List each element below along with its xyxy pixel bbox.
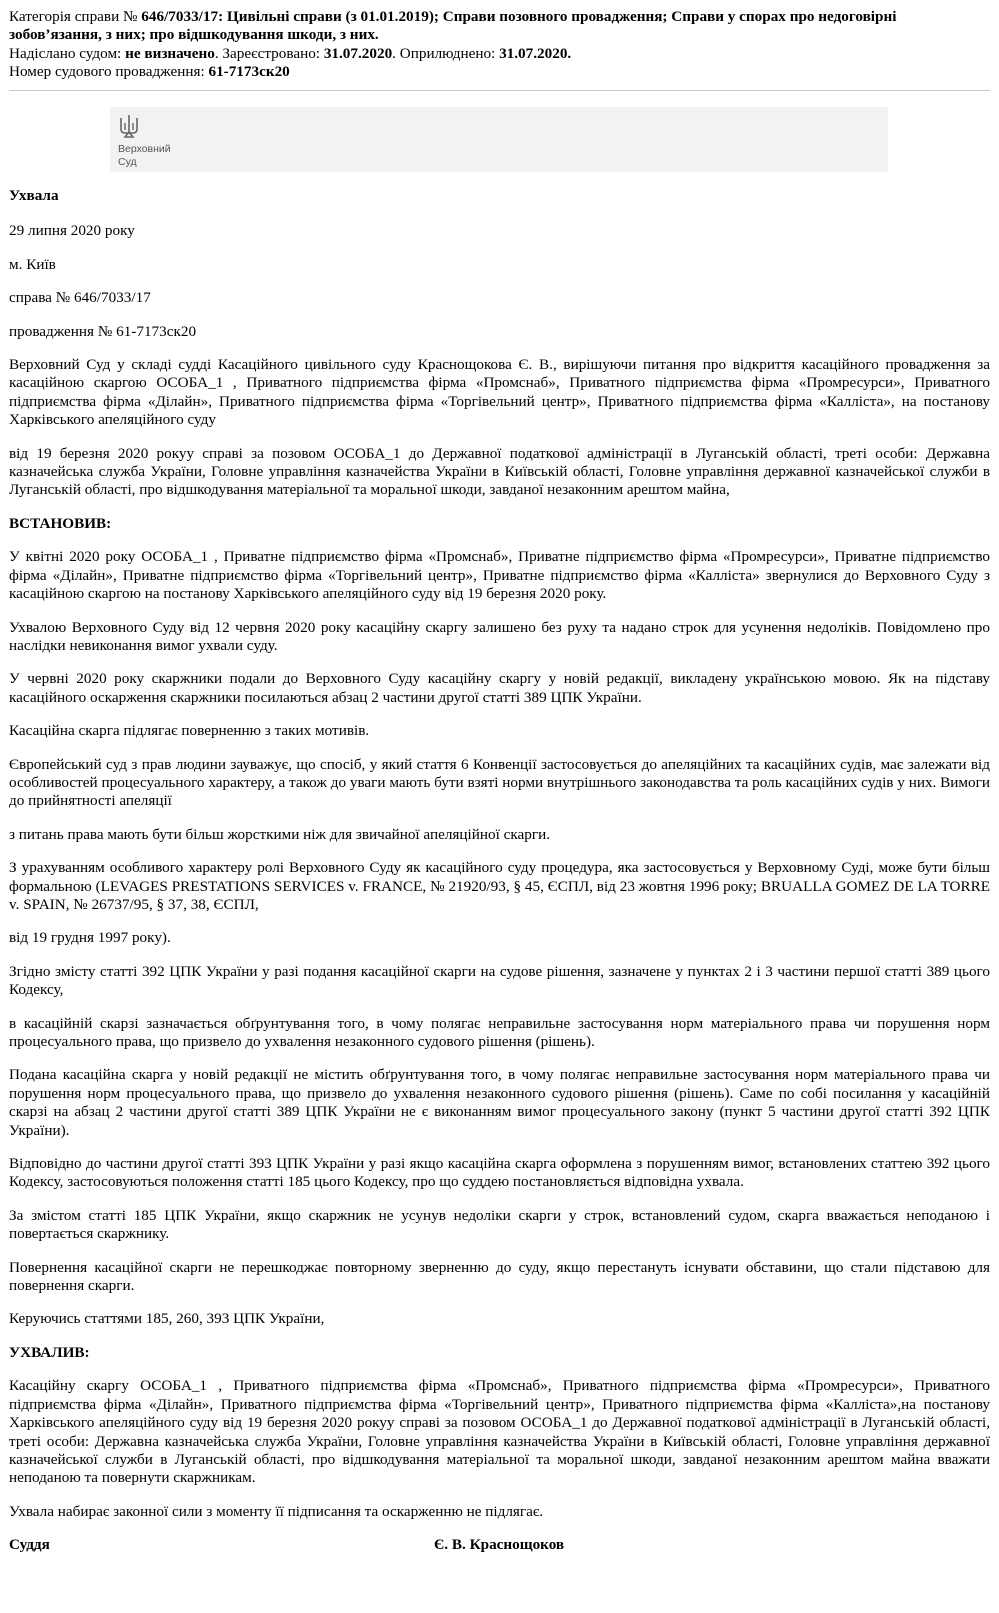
section-resolved: УХВАЛИВ: (9, 1343, 90, 1361)
registered-label: . Зареєстровано: (214, 44, 324, 62)
doc-title: Ухвала (9, 187, 59, 204)
paragraph: Верховний Суд у складі судді Касаційного цивільного суду Краснощокова Є. В., вирішуючи питання про відкриття касаційного провадження за касаційною скаргою ОСОБА_1 , Приватного підприємства фірма «Промснаб», Приватного підприємства фірма «Промресурси», Приватного підприємства фірма «Ділайн», Приватного підприємства фірма «Торгівельний центр», Приватного підприємства фірма «Каллiста», на постанову Харківського апеляційного суду (9, 356, 990, 429)
category-value: 646/7033/17: Цивільні справи (з 01.01.2019); Справи позовного провадження; Справи у спорах про недоговірні зобов’язання, з них; про відшкодування шкоди, з них. (9, 8, 897, 44)
paragraph: Повернення касаційної скарги не перешкоджає повторному зверненню до суду, якщо перестануть існувати обставини, що стали підставою для повернення скарги. (9, 1258, 990, 1295)
sent-label: Надіслано судом: (9, 44, 126, 62)
number-label: Номер судового провадження: (9, 63, 209, 81)
case-metadata (9, 8, 990, 82)
doc-date: 29 липня 2020 року (9, 222, 135, 240)
section-established: ВСТАНОВИВ: (9, 514, 112, 532)
paragraph: Згідно змісту статті 392 ЦПК України у разі подання касаційної скарги на судове рішення, зазначене у пунктах 2 і 3 частини першої статті 389 цього Кодексу, (9, 962, 990, 999)
number-value: 61-7173ск20 (208, 63, 290, 81)
paragraph: з питань права мають бути більш жорсткими ніж для звичайної апеляційної скарги. (9, 825, 550, 843)
sent-value: не визначено (125, 44, 215, 62)
paragraph: У червні 2020 року скаржники подали до Верховного Суду касаційну скаргу у новій редакції, викладену українською мовою. Як на підставу касаційного оскарження скаржники посилаються абзац 2 частини другої статті 389 ЦПК України. (9, 670, 990, 706)
paragraph: від 19 грудня 1997 року). (9, 929, 171, 947)
published-value: 31.07.2020. (499, 44, 572, 62)
sent-line (9, 45, 990, 63)
paragraph: За змістом статті 185 ЦПК України, якщо скаржник не усунув недоліки скарги у строк, встановлений судом, скарга вважається неподаною і повертається скаржнику. (9, 1206, 990, 1243)
divider (9, 90, 990, 91)
paragraph: Подана касаційна скарга у новій редакції не містить обґрунтування того, в чому полягає неправильне застосування норм матеріального права чи порушення норм процесуального права, що призвело до ухвалення незаконного судового рішення (рішень). Саме по собі посилання у касаційній скарзі на абзац 2 частини другої статті 389 ЦПК України не є виконанням вимог процесуального закону (пункт 5 частини другої статті 392 ЦПК України). (9, 1066, 990, 1139)
logo-line-1: Верховний (118, 143, 171, 155)
doc-proceeding-number: провадження № 61-7173ск20 (9, 322, 197, 340)
paragraph: Касаційна скарга підлягає поверненню з таких мотивів. (9, 722, 370, 740)
logo-line-2: Суд (118, 156, 137, 168)
paragraph: Касаційну скаргу ОСОБА_1 , Приватного підприємства фірма «Промснаб», Приватного підприємства фірма «Промресурси», Приватного підприємства фірма «Ділайн», Приватного підприємства фірма «Торгівельний центр», Приватного підприємства фірма «Каллiста»,на постанову Харківського апеляційного суду від 19 березня 2020 рокуу справі за позовом ОСОБА_1 до Державної податкової адміністрації в Луганській області, треті особи: Державна казначейська служба України, Головне управління казначейства України в Київській області, Головне управління державної казначейської служби в Луганській області, про відшкодування матеріальної та моральної шкоди, завданої незаконним арештом майна вважати неподаною та повернути скаржникам. (9, 1377, 990, 1487)
doc-city: м. Київ (9, 255, 56, 273)
signature-block (9, 1536, 990, 1554)
category-line (9, 8, 990, 45)
paragraph: Відповідно до частини другої статті 393 ЦПК України у разі якщо касаційна скарга оформлена з порушенням вимог, встановлених статтею 392 цього Кодексу, застосовуються положення статті 185 цього Кодексу, про що суддею постановляється відповідна ухвала. (9, 1155, 990, 1191)
paragraph: Ухвалою Верховного Суду від 12 червня 2020 року касаційну скаргу залишено без руху та надано строк для усунення недоліків. Повідомлено про наслідки невиконання вимог ухвали суду. (9, 618, 990, 654)
category-label: Категорія справи № (9, 8, 142, 25)
trident-icon (118, 114, 140, 140)
supreme-court-logo (110, 107, 888, 172)
paragraph: У квітні 2020 року ОСОБА_1 , Приватне підприємство фірма «Промснаб», Приватне підприємство фірма «Промресурси», Приватне підприємство фірма «Ділайн», Приватне підприємство фірма «Торгівельний центр», Приватне підприємство фірма «Каллiста» звернулися до Верховного Суду з касаційною скаргою на постанову Харківського апеляційного суду від 19 березня 2020 року. (9, 548, 990, 603)
paragraph: Європейський суд з прав людини зауважує, що спосіб, у який стаття 6 Конвенції застосовується до апеляційних та касаційних судів, має залежати від особливостей процесуального характеру, а також до уваги мають бути взяті норми внутрішнього законодавства та роль касаційних судів у них. Вимоги до прийнятності апеляції (9, 755, 990, 810)
published-label: . Оприлюднено: (392, 44, 500, 62)
paragraph: З урахуванням особливого характеру ролі Верховного Суду як касаційного суду процедура, яка застосовується у Верховному Суді, може бути більш формальною (LEVAGES PRESTATIONS SERVICES v. FRANCE, № 21920/93, § 45, ЄСПЛ, від 23 жовтня 1996 року; BRUALLA GOMEZ DE LA TORRE v. SPAIN, № 26737/95, § 37, 38, ЄСПЛ, (9, 859, 990, 913)
judge-label: Суддя (9, 1536, 50, 1554)
proceeding-number-line (9, 63, 990, 81)
document-body (9, 187, 990, 1555)
judge-name: Є. В. Краснощоков (434, 1536, 565, 1554)
paragraph: Керуючись статтями 185, 260, 393 ЦПК України, (9, 1310, 325, 1328)
paragraph: в касаційній скарзі зазначається обґрунтування того, в чому полягає неправильне застосування норм матеріального права чи порушення норм процесуального права, що призвело до ухвалення незаконного судового рішення (рішень). (9, 1014, 990, 1050)
paragraph: Ухвала набирає законної сили з моменту її підписання та оскарженню не підлягає. (9, 1502, 544, 1520)
doc-case-number: справа № 646/7033/17 (9, 289, 151, 307)
registered-value: 31.07.2020 (323, 44, 393, 62)
paragraph: від 19 березня 2020 рокуу справі за позовом ОСОБА_1 до Державної податкової адміністрації в Луганській області, треті особи: Державна казначейська служба України, Головне управління казначейства України в Київській області, Головне управління державної казначейської служби в Луганській області, про відшкодування матеріальної та моральної шкоди, завданої незаконним арештом майна, (9, 444, 990, 499)
logo-text (118, 143, 171, 169)
